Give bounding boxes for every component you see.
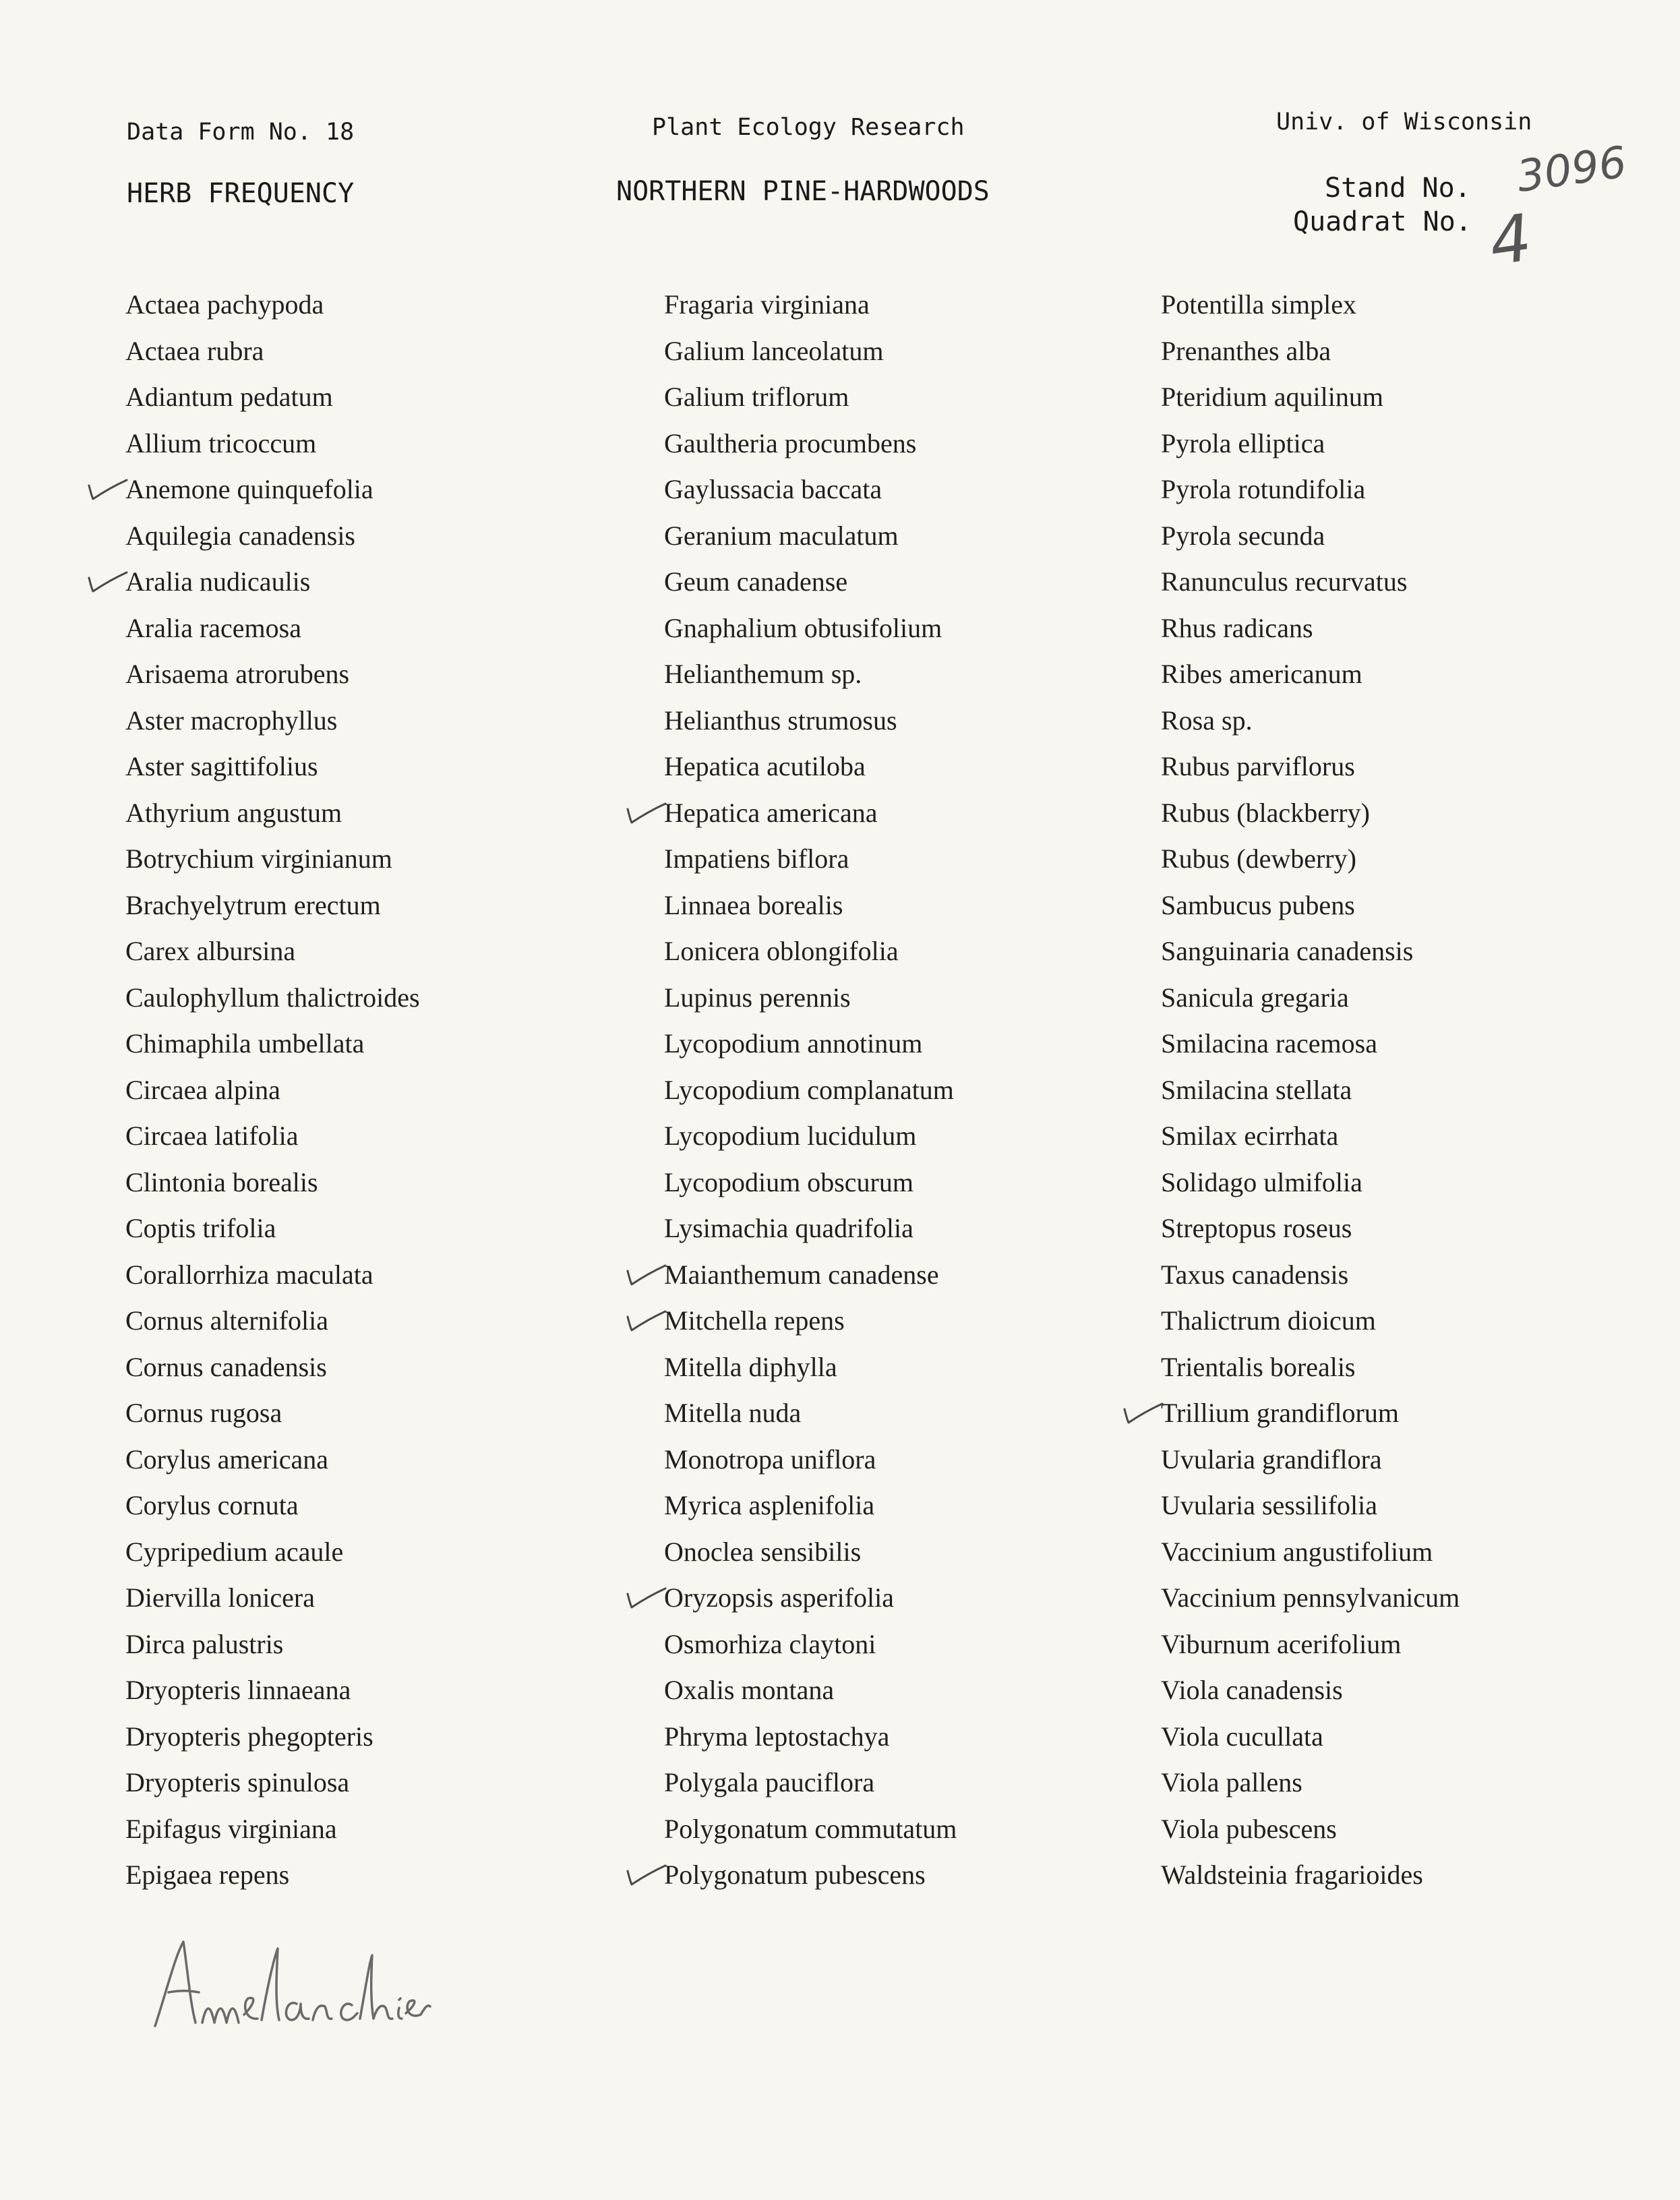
species-item — [125, 744, 420, 790]
species-item — [125, 1206, 420, 1252]
species-item — [125, 1067, 420, 1114]
stand-number-handwritten: 3096 — [1513, 138, 1630, 202]
species-item — [1161, 1667, 1460, 1714]
species-item — [1161, 1575, 1460, 1622]
species-item — [125, 1852, 420, 1899]
species-name: Gaylussacia baccata — [664, 474, 882, 504]
species-item — [664, 1852, 957, 1899]
species-item — [125, 1298, 420, 1344]
species-name: Dryopteris linnaeana — [125, 1675, 351, 1705]
species-column-1 — [125, 282, 420, 1899]
species-item — [125, 1252, 420, 1299]
organization: Plant Ecology Research — [652, 114, 965, 141]
species-name: Solidago ulmifolia — [1161, 1166, 1362, 1197]
checkmark-icon — [624, 1582, 668, 1611]
species-name: Actaea rubra — [125, 335, 264, 366]
species-name: Mitella nuda — [664, 1398, 802, 1428]
species-name: Lysimachia quadrifolia — [664, 1213, 913, 1243]
species-name: Ribes americanum — [1161, 659, 1362, 689]
species-item — [125, 1160, 420, 1206]
checkmark-icon — [624, 1259, 668, 1288]
species-item — [664, 1390, 957, 1437]
species-name: Pteridium aquilinum — [1161, 382, 1383, 412]
species-name: Pyrola secunda — [1161, 520, 1325, 551]
species-name: Monotropa uniflora — [664, 1444, 876, 1475]
species-name: Carex albursina — [125, 936, 296, 966]
species-column-2 — [664, 282, 957, 1899]
species-name: Smilax ecirrhata — [1161, 1121, 1339, 1151]
species-item — [125, 1714, 420, 1760]
species-name: Trientalis borealis — [1161, 1351, 1356, 1382]
species-item — [1161, 467, 1460, 513]
stand-label: Stand No. — [1325, 173, 1471, 204]
species-name: Viola canadensis — [1161, 1675, 1343, 1705]
species-item — [664, 1667, 957, 1714]
species-name: Viola pallens — [1161, 1767, 1302, 1797]
species-item — [664, 1160, 957, 1206]
species-item — [125, 421, 420, 467]
species-item — [1161, 1206, 1460, 1252]
species-item — [664, 605, 957, 652]
species-item — [1161, 1806, 1460, 1853]
species-item — [1161, 744, 1460, 790]
species-item — [664, 513, 957, 560]
species-name: Fragaria virginiana — [664, 289, 870, 320]
species-item — [664, 328, 957, 375]
species-item — [1161, 1252, 1460, 1299]
species-name: Sanicula gregaria — [1161, 982, 1349, 1013]
species-name: Dirca palustris — [125, 1628, 284, 1659]
species-item — [664, 1622, 957, 1668]
species-item — [1161, 1298, 1460, 1344]
species-name: Geranium maculatum — [664, 520, 899, 551]
species-item — [664, 282, 957, 328]
species-name: Polygala pauciflora — [664, 1767, 875, 1797]
species-item — [664, 1529, 957, 1576]
species-name: Osmorhiza claytoni — [664, 1628, 876, 1659]
species-item — [1161, 328, 1460, 375]
species-name: Lupinus perennis — [664, 982, 851, 1013]
species-name: Polygonatum pubescens — [664, 1860, 926, 1890]
form-number: Data Form No. 18 — [127, 119, 355, 146]
species-item — [664, 467, 957, 513]
species-name: Gaultheria procumbens — [664, 427, 917, 458]
species-item — [1161, 374, 1460, 421]
species-name: Smilacina racemosa — [1161, 1028, 1377, 1059]
species-name: Aralia nudicaulis — [125, 566, 311, 597]
species-item — [664, 651, 957, 698]
species-item — [125, 1390, 420, 1437]
species-name: Viburnum acerifolium — [1161, 1628, 1402, 1659]
species-item — [125, 790, 420, 837]
species-item — [125, 698, 420, 744]
species-name: Cornus rugosa — [125, 1398, 282, 1428]
species-name: Rubus (blackberry) — [1161, 797, 1370, 828]
species-name: Adiantum pedatum — [125, 382, 333, 412]
species-name: Helianthus strumosus — [664, 705, 897, 736]
form-title: HERB FREQUENCY — [127, 178, 355, 209]
species-name: Aralia racemosa — [125, 612, 301, 643]
species-item — [125, 1021, 420, 1067]
species-item — [125, 928, 420, 975]
checkmark-icon — [1120, 1397, 1165, 1427]
species-name: Hepatica americana — [664, 797, 878, 828]
species-name: Arisaema atrorubens — [125, 659, 350, 689]
species-name: Potentilla simplex — [1161, 289, 1356, 320]
species-name: Viola cucullata — [1161, 1721, 1323, 1752]
species-item — [664, 1806, 957, 1853]
species-item — [1161, 975, 1460, 1021]
species-name: Cornus canadensis — [125, 1351, 327, 1382]
species-item — [125, 883, 420, 929]
species-item — [664, 790, 957, 837]
species-name: Lonicera oblongifolia — [664, 936, 899, 966]
species-item — [1161, 1760, 1460, 1806]
species-item — [664, 1344, 957, 1391]
species-name: Clintonia borealis — [125, 1166, 318, 1197]
species-name: Sanguinaria canadensis — [1161, 936, 1414, 966]
species-name: Galium lanceolatum — [664, 335, 884, 366]
species-item — [125, 559, 420, 605]
species-name: Lycopodium complanatum — [664, 1074, 954, 1105]
species-name: Smilacina stellata — [1161, 1074, 1352, 1105]
species-name: Lycopodium annotinum — [664, 1028, 923, 1059]
species-item — [664, 374, 957, 421]
species-item — [664, 1298, 957, 1344]
checkmark-icon — [624, 1859, 668, 1889]
species-item — [664, 1206, 957, 1252]
species-name: Geum canadense — [664, 566, 848, 597]
checkmark-icon — [624, 1305, 668, 1334]
species-name: Oxalis montana — [664, 1675, 835, 1705]
species-item — [125, 975, 420, 1021]
species-name: Circaea alpina — [125, 1074, 280, 1105]
species-item — [1161, 559, 1460, 605]
species-item — [1161, 883, 1460, 929]
species-item — [1161, 928, 1460, 975]
species-item — [125, 1483, 420, 1529]
species-name: Mitchella repens — [664, 1305, 845, 1336]
species-item — [125, 328, 420, 375]
species-name: Impatiens biflora — [664, 843, 849, 874]
species-item — [664, 698, 957, 744]
species-item — [664, 1067, 957, 1114]
species-column-3 — [1161, 282, 1460, 1899]
species-name: Dryopteris phegopteris — [125, 1721, 373, 1752]
species-item — [1161, 1714, 1460, 1760]
species-name: Rubus (dewberry) — [1161, 843, 1356, 874]
species-name: Athyrium angustum — [125, 797, 342, 828]
species-name: Corallorrhiza maculata — [125, 1259, 373, 1290]
species-item — [1161, 1437, 1460, 1483]
species-item — [1161, 1113, 1460, 1160]
species-name: Uvularia grandiflora — [1161, 1444, 1382, 1475]
species-item — [1161, 605, 1460, 652]
species-item — [125, 605, 420, 652]
species-name: Galium triflorum — [664, 382, 849, 412]
species-item — [664, 1714, 957, 1760]
species-item — [664, 744, 957, 790]
species-name: Rubus parviflorus — [1161, 751, 1355, 781]
species-name: Diervilla lonicera — [125, 1582, 315, 1613]
species-item — [1161, 1483, 1460, 1529]
species-item — [1161, 1067, 1460, 1114]
species-item — [125, 1667, 420, 1714]
species-name: Caulophyllum thalictroides — [125, 982, 420, 1013]
species-item — [664, 421, 957, 467]
species-name: Pyrola elliptica — [1161, 427, 1325, 458]
species-name: Epifagus virginiana — [125, 1813, 337, 1844]
species-name: Botrychium virginianum — [125, 843, 392, 874]
species-name: Rosa sp. — [1161, 705, 1253, 736]
species-name: Viola pubescens — [1161, 1813, 1337, 1844]
species-item — [125, 1529, 420, 1576]
species-name: Anemone quinquefolia — [125, 474, 373, 504]
species-name: Vaccinium pennsylvanicum — [1161, 1582, 1460, 1613]
species-name: Linnaea borealis — [664, 889, 843, 920]
species-name: Corylus americana — [125, 1444, 328, 1475]
species-name: Circaea latifolia — [125, 1121, 299, 1151]
university: Univ. of Wisconsin — [1276, 109, 1532, 136]
species-item — [664, 836, 957, 883]
species-name: Phryma leptostachya — [664, 1721, 890, 1752]
handwritten-amelanchier-note — [148, 1928, 431, 2043]
species-name: Mitella diphylla — [664, 1351, 837, 1382]
species-item — [125, 1344, 420, 1391]
species-item — [1161, 836, 1460, 883]
species-item — [125, 282, 420, 328]
species-item — [125, 1806, 420, 1853]
species-name: Cornus alternifolia — [125, 1305, 329, 1336]
species-item — [1161, 282, 1460, 328]
species-item — [1161, 421, 1460, 467]
species-item — [664, 1483, 957, 1529]
species-name: Uvularia sessilifolia — [1161, 1490, 1378, 1520]
species-name: Polygonatum commutatum — [664, 1813, 957, 1844]
species-name: Trillium grandiflorum — [1161, 1398, 1399, 1428]
species-item — [664, 883, 957, 929]
species-name: Aster sagittifolius — [125, 751, 318, 781]
species-item — [1161, 651, 1460, 698]
species-name: Prenanthes alba — [1161, 335, 1331, 366]
species-item — [125, 1575, 420, 1622]
species-name: Aster macrophyllus — [125, 705, 338, 736]
species-name: Onoclea sensibilis — [664, 1536, 862, 1567]
species-name: Streptopus roseus — [1161, 1213, 1352, 1243]
species-item — [125, 1760, 420, 1806]
species-name: Dryopteris spinulosa — [125, 1767, 350, 1797]
species-item — [125, 651, 420, 698]
species-item — [125, 374, 420, 421]
species-item — [125, 467, 420, 513]
species-item — [664, 1021, 957, 1067]
species-item — [664, 1437, 957, 1483]
species-item — [664, 1252, 957, 1299]
species-item — [1161, 513, 1460, 560]
species-item — [125, 836, 420, 883]
quadrat-number-handwritten: 4 — [1484, 200, 1536, 280]
species-item — [664, 1575, 957, 1622]
species-name: Corylus cornuta — [125, 1490, 299, 1520]
species-name: Maianthemum canadense — [664, 1259, 939, 1290]
species-name: Coptis trifolia — [125, 1213, 276, 1243]
quadrat-label: Quadrat No. — [1293, 206, 1472, 237]
checkmark-icon — [85, 566, 129, 595]
checkmark-icon — [85, 473, 129, 503]
species-name: Vaccinium angustifolium — [1161, 1536, 1433, 1567]
species-name: Myrica asplenifolia — [664, 1490, 875, 1520]
species-name: Lycopodium obscurum — [664, 1166, 913, 1197]
species-item — [125, 1113, 420, 1160]
species-name: Aquilegia canadensis — [125, 520, 355, 551]
species-name: Hepatica acutiloba — [664, 751, 866, 781]
species-name: Epigaea repens — [125, 1860, 290, 1890]
species-name: Actaea pachypoda — [125, 289, 324, 320]
species-name: Oryzopsis asperifolia — [664, 1582, 895, 1613]
species-name: Cypripedium acaule — [125, 1536, 344, 1567]
species-item — [1161, 698, 1460, 744]
species-item — [664, 1113, 957, 1160]
community-title: NORTHERN PINE-HARDWOODS — [616, 176, 990, 207]
species-item — [1161, 1852, 1460, 1899]
species-name: Ranunculus recurvatus — [1161, 566, 1408, 597]
species-name: Taxus canadensis — [1161, 1259, 1349, 1290]
species-name: Gnaphalium obtusifolium — [664, 612, 942, 643]
species-item — [1161, 790, 1460, 837]
species-item — [1161, 1529, 1460, 1576]
species-name: Sambucus pubens — [1161, 889, 1355, 920]
species-name: Waldsteinia fragarioides — [1161, 1860, 1423, 1890]
species-item — [1161, 1622, 1460, 1668]
species-item — [1161, 1160, 1460, 1206]
species-item — [125, 1437, 420, 1483]
species-item — [1161, 1344, 1460, 1391]
species-name: Allium tricoccum — [125, 427, 317, 458]
species-item — [664, 559, 957, 605]
species-name: Chimaphila umbellata — [125, 1028, 365, 1059]
species-name: Brachyelytrum erectum — [125, 889, 381, 920]
species-name: Pyrola rotundifolia — [1161, 474, 1366, 504]
species-item — [1161, 1021, 1460, 1067]
species-item — [664, 975, 957, 1021]
species-name: Helianthemum sp. — [664, 659, 862, 689]
species-name: Rhus radicans — [1161, 612, 1313, 643]
species-item — [664, 1760, 957, 1806]
species-name: Lycopodium lucidulum — [664, 1121, 917, 1151]
species-item — [125, 1622, 420, 1668]
species-item — [664, 928, 957, 975]
species-name: Thalictrum dioicum — [1161, 1305, 1376, 1336]
species-item — [1161, 1390, 1460, 1437]
species-item — [125, 513, 420, 560]
checkmark-icon — [624, 797, 668, 827]
